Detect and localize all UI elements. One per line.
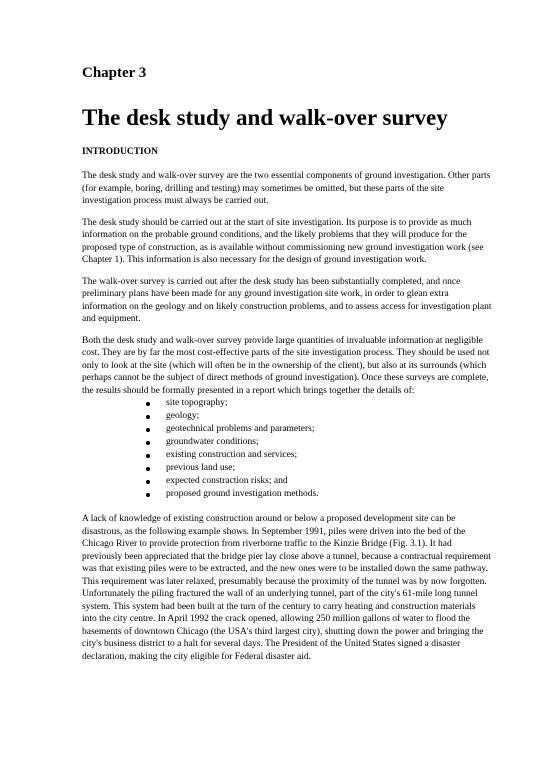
bullet-icon (146, 441, 150, 445)
report-details-list (82, 397, 492, 501)
list-item (146, 488, 492, 501)
bullet-icon (146, 415, 150, 419)
list-item-text: geology; (166, 411, 200, 421)
chapter-label: Chapter 3 (82, 65, 147, 81)
list-item (146, 423, 492, 436)
document-page (82, 64, 492, 663)
list-item (146, 436, 492, 449)
paragraph: Both the desk study and walk-over survey provide large quantities of invaluable information at negligible cost. They are by far the most cost-effective parts of the site investigation process. They should be used not only to look at the site (which will often be in the ownership of the client), but also at its surrounds (which perhaps cannot be the subject of direct methods of ground investigation). Once these surveys are complete, the results should be formally presented in a report which brings together the details of: (82, 335, 490, 396)
list-item-text: proposed ground investigation methods. (166, 489, 319, 499)
paragraph: The walk-over survey is carried out after the desk study has been substantially completed, and once preliminary plans have been made for any ground investigation site work, in order to glean extra information on the geology and on likely construction problems, and to assess access for investigation plant and equipment. (82, 276, 492, 324)
list-item-text: expected constraction risks; and (166, 476, 288, 486)
bullet-icon (146, 467, 150, 471)
list-item (146, 397, 492, 410)
bullet-icon (146, 454, 150, 458)
bullet-icon (146, 493, 150, 497)
list-item-text: previous land use; (166, 463, 236, 473)
list-item-text: existing construction and services; (166, 450, 298, 460)
section-heading: INTRODUCTION (82, 147, 159, 157)
list-item (146, 462, 492, 475)
bullet-icon (146, 428, 150, 432)
bullet-icon (146, 402, 150, 406)
paragraph: The desk study should be carried out at the start of site investigation. Its purpose is to provide as much information on the probable ground conditions, and the likely problems that they will produce for the proposed type of construction, as is available without commissioning new ground investigation work (see Chapter 1). This information is also necessary for the design of ground investigation work. (82, 217, 484, 265)
chapter-title: The desk study and walk-over survey (82, 105, 448, 130)
list-item (146, 410, 492, 423)
list-item-text: groundwater conditions; (166, 437, 259, 447)
list-item-text: geotechnical problems and parameters; (166, 424, 315, 434)
paragraph: A lack of knowledge of existing construction around or below a proposed development site can be disastrous, as the following example shows. In September 1991, piles were driven into the bed of the Chicago River to provide protection from riverborne traffic to the Kinzie Bridge (Fig. 3.1). It had previously been appreciated that the bridge pier lay close above a tunnel, because a contractual requirement was that existing piles were to be extracted, and the new ones were to be installed down the same pathway. This requirement was later relaxed, presumably because the proximity of the tunnel was by now forgotten. Unfortunately the piling fractured the wall of an underlying tunnel, part of the city's 61-mile long tunnel system. This system had been built at the turn of the century to carry heating and construction materials into the city centre. In April 1992 the crack opened, allowing 250 million gallons of water to flood the basements of downtown Chicago (the USA's third largest city), shutting down the power and bringing the city's business district to a halt for several days. The President of the United States signed a disaster declaration, making the city eligible for Federal disaster aid. (82, 514, 491, 662)
bullet-icon (146, 480, 150, 484)
list-item (146, 475, 492, 488)
list-item-text: site topography; (166, 398, 228, 408)
list-item (146, 449, 492, 462)
paragraph: The desk study and walk-over survey are the two essential components of ground investigation. Other parts (for example, boring, drilling and testing) may sometimes be omitted, but these parts of the site investigation process must always be carried out. (82, 171, 491, 206)
